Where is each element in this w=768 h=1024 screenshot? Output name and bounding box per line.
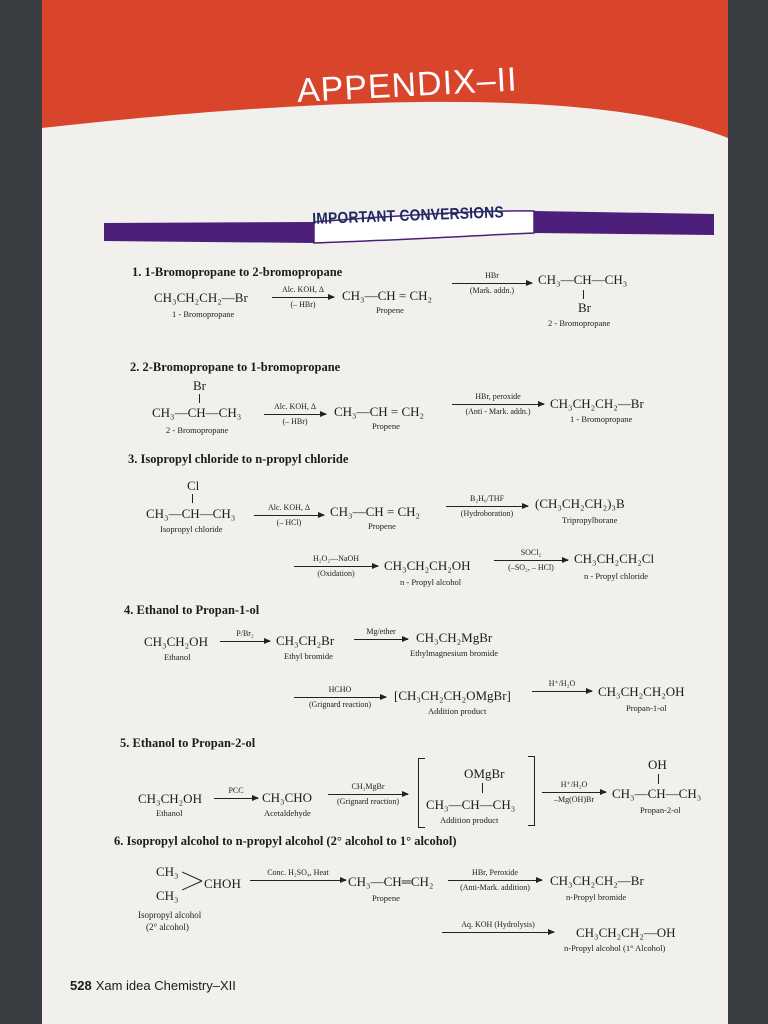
compound-name: Ethylmagnesium bromide <box>410 648 499 658</box>
page-footer <box>70 978 236 993</box>
reactant: CH₃—CH—CH₃ <box>152 405 242 420</box>
book-title: Xam idea Chemistry–XII <box>95 978 236 993</box>
compound-name: Tripropylborane <box>562 515 618 525</box>
bond-line <box>583 290 584 299</box>
bond-line <box>658 774 659 784</box>
reactant: CH₃CH₂OH <box>144 634 208 649</box>
intermediate: CH₃CHO <box>262 790 313 805</box>
reagent-label: Conc. H₂SO₄, Heat <box>267 868 329 877</box>
product: CH₃—CH—CH₃ <box>538 272 628 287</box>
document-page <box>42 0 728 1024</box>
product: CH₃CH₂CH₂—Br <box>550 396 644 411</box>
compound-name: n - Propyl chloride <box>584 571 648 581</box>
intermediate: CH₃—CH = CH₂ <box>334 404 425 419</box>
compound-name: n-Propyl bromide <box>566 892 627 902</box>
compound-name: Propan-1-ol <box>626 703 667 713</box>
conversion-heading: 5. Ethanol to Propan-2-ol <box>120 736 256 750</box>
reagent-label: HBr <box>485 271 499 280</box>
reagent-label: B₂H₆/THF <box>469 494 505 503</box>
reagent-label: P/Br₂ <box>236 629 254 638</box>
conversion-heading: 6. Isopropyl alcohol to n-propyl alcohol (2° alcohol to 1° alcohol) <box>114 834 457 848</box>
branch-bonds <box>182 868 206 894</box>
reaction-arrow <box>250 880 346 881</box>
reagent-label: H⁺/H₂O <box>560 780 588 789</box>
compound-name: Propene <box>368 521 396 531</box>
reagent-label: Alc. KOH, Δ <box>281 285 325 294</box>
reaction-arrow <box>532 691 592 692</box>
compound-name: 2 - Bromopropane <box>166 425 229 435</box>
product: CH₃—CH—CH₃ <box>612 786 702 801</box>
reaction-arrow <box>452 283 532 284</box>
reactant: CH₃CH₂CH₂—Br <box>154 290 248 305</box>
compound-name: Propene <box>372 421 400 431</box>
condition-label: (–SO₂, – HCl) <box>508 563 554 572</box>
reaction-arrow <box>294 566 378 567</box>
compound-name: Propene <box>376 305 404 315</box>
reagent-label: HBr, peroxide <box>475 392 521 401</box>
product: (CH₃CH₂CH₂)₃B <box>535 496 625 511</box>
conversion-heading: 1. 1-Bromopropane to 2-bromopropane <box>132 265 343 279</box>
condition-label: (Anti-Mark. addition) <box>460 883 530 892</box>
intermediate: CH₃—CH—CH₃ <box>426 797 516 812</box>
intermediate: CH₃CH₂CH₂OH <box>384 558 471 573</box>
reactant: CH₃—CH—CH₃ <box>146 506 236 521</box>
reagent-label: PCC <box>228 786 244 795</box>
compound-name: Isopropyl alcohol <box>138 910 202 920</box>
conversion-heading: 2. 2-Bromopropane to 1-bromopropane <box>130 360 341 374</box>
intermediate: [CH₃CH₂CH₂OMgBr] <box>394 688 511 703</box>
substituent: OMgBr <box>464 766 505 781</box>
reaction-arrow <box>264 414 326 415</box>
reaction-arrow <box>294 697 386 698</box>
condition-label: (Grignard reaction) <box>309 700 371 709</box>
condition-label: (Mark. addn.) <box>469 286 515 295</box>
compound-name: Propene <box>372 893 400 903</box>
compound-name: 1 - Bromopropane <box>172 309 235 319</box>
reaction-arrow <box>452 404 544 405</box>
reaction-arrow <box>494 560 568 561</box>
reagent-label: Alc. KOH, Δ <box>267 503 311 512</box>
compound-name: Propan-2-ol <box>640 805 681 815</box>
section-title: IMPORTANT CONVERSIONS <box>312 204 505 228</box>
compound-name: Ethanol <box>164 652 191 662</box>
reaction-arrow <box>220 641 270 642</box>
reactant: CH₃CH₂OH <box>138 791 202 806</box>
condition-label: (Oxidation) <box>317 569 355 578</box>
reactant-methyl: CH₃ <box>156 888 179 903</box>
reaction-arrow <box>448 880 542 881</box>
compound-name: Isopropyl chloride <box>160 524 223 534</box>
reaction-arrow <box>354 639 408 640</box>
condition-label: (Grignard reaction) <box>337 797 399 806</box>
product: CH₃CH₂CH₂Cl <box>574 551 655 566</box>
compound-name: n-Propyl alcohol (1° Alcohol) <box>564 943 666 953</box>
reaction-arrow <box>214 798 258 799</box>
reaction-arrow <box>254 515 324 516</box>
bond-line <box>482 783 483 793</box>
condition-label: (– HBr) <box>290 300 316 309</box>
reaction-arrow <box>442 932 554 933</box>
product: CH₃CH₂CH₂—OH <box>576 925 676 940</box>
reagent-label: Alc. KOH, Δ <box>273 402 317 411</box>
compound-name: Ethyl bromide <box>284 651 333 661</box>
compound-name: Addition product <box>428 706 487 716</box>
reagent-label: HBr, Peroxide <box>472 868 518 877</box>
compound-name: 1 - Bromopropane <box>570 414 633 424</box>
reagent-label: H⁺/H₂O <box>548 679 576 688</box>
conversion-heading: 4. Ethanol to Propan-1-ol <box>124 603 260 617</box>
compound-name: 2 - Bromopropane <box>548 318 611 328</box>
page-number: 528 <box>70 978 92 993</box>
substituent: Br <box>193 378 206 393</box>
appendix-title: APPENDIX–II <box>296 60 519 110</box>
product: CH₃CH₂CH₂—Br <box>550 873 644 888</box>
intermediate: CH₃—CH = CH₂ <box>342 288 433 303</box>
conversion-heading: 3. Isopropyl chloride to n-propyl chloride <box>128 452 349 466</box>
product: CH₃CH₂CH₂OH <box>598 684 685 699</box>
compound-name: Addition product <box>440 815 499 825</box>
right-bracket <box>528 756 535 826</box>
product: CH₃CH₂MgBr <box>416 630 493 645</box>
bond-line <box>192 494 193 503</box>
compound-name: (2° alcohol) <box>146 922 189 932</box>
substituent: Br <box>578 300 591 315</box>
condition-label: (Hydroboration) <box>460 509 514 518</box>
reaction-arrow <box>542 792 606 793</box>
intermediate: CH₃CH₂Br <box>276 633 335 648</box>
reagent-label: HCHO <box>328 685 352 694</box>
compound-name: Acetaldehyde <box>264 808 311 818</box>
left-bracket <box>418 758 425 828</box>
reagent-label: SOCl₂ <box>520 548 542 557</box>
intermediate: CH₃—CH = CH₂ <box>330 504 421 519</box>
substituent: Cl <box>187 478 200 493</box>
reagent-label: H₂O₂—NaOH <box>312 554 359 563</box>
condition-label: (Anti - Mark. addn.) <box>465 407 531 416</box>
compound-name: Ethanol <box>156 808 183 818</box>
reagent-label: Aq. KOH (Hydrolysis) <box>461 920 535 929</box>
substituent: OH <box>648 757 667 772</box>
condition-label: (– HBr) <box>282 417 308 426</box>
reactant-methyl: CH₃ <box>156 864 179 879</box>
condition-label: (– HCl) <box>276 518 302 527</box>
reaction-arrow <box>328 794 408 795</box>
compound-name: n - Propyl alcohol <box>400 577 462 587</box>
reagent-label: CH₃MgBr <box>351 782 385 791</box>
condition-label: –Mg(OH)Br <box>554 795 594 804</box>
reagent-label: Mg/ether <box>366 627 396 636</box>
intermediate: CH₃—CH═CH₂ <box>348 874 434 889</box>
reaction-arrow <box>272 297 334 298</box>
reaction-arrow <box>446 506 528 507</box>
reactant: CHOH <box>204 876 241 891</box>
bond-line <box>199 394 200 403</box>
